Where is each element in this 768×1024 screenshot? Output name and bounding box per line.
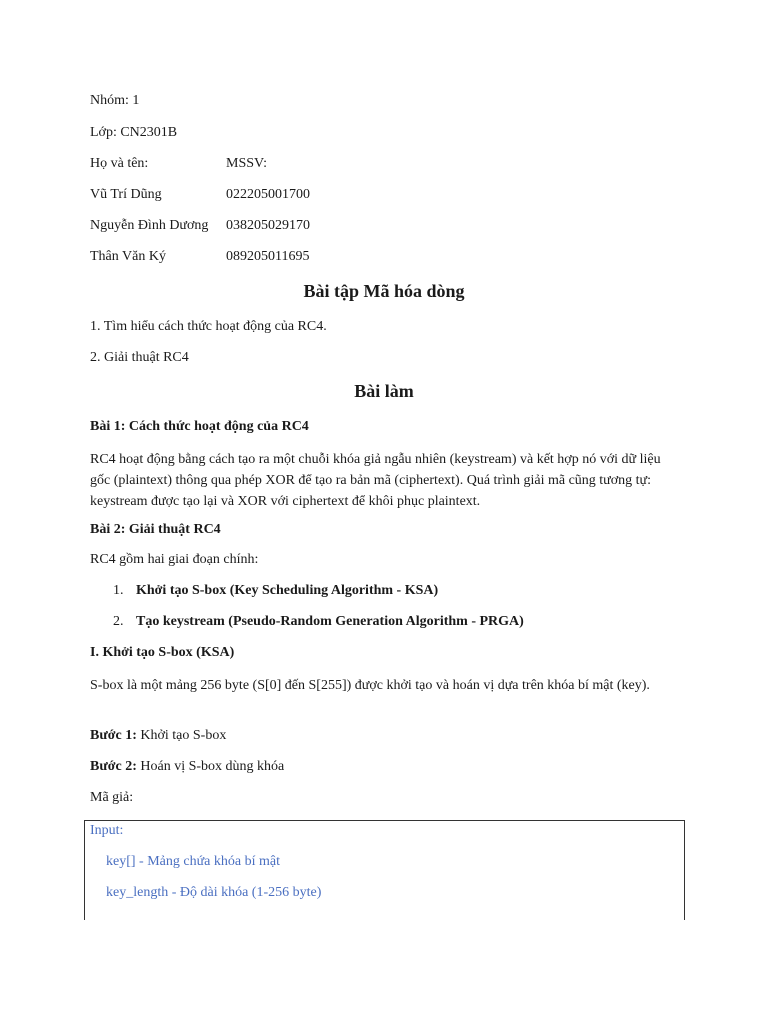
phase-text: Khởi tạo S-box (Key Scheduling Algorithm - KSA) xyxy=(136,583,439,598)
phase-text: Tạo keystream (Pseudo-Random Generation Algorithm - PRGA) xyxy=(136,614,524,629)
member-name: Thân Văn Ký xyxy=(90,249,166,264)
step-1-label: Bước 1: xyxy=(90,728,137,743)
ksa-paragraph: S-box là một mảng 256 byte (S[0] đến S[255]) được khởi tạo và hoán vị dựa trên khóa bí mật (key). xyxy=(90,678,650,693)
member-id: 089205011695 xyxy=(226,249,310,264)
bai2-intro: RC4 gồm hai giai đoạn chính: xyxy=(90,552,259,567)
group-line: Nhóm: 1 xyxy=(90,93,140,108)
student-id-label: MSSV: xyxy=(226,156,267,171)
phase-number: 1. xyxy=(113,583,124,598)
step-1 xyxy=(90,727,226,745)
member-id: 038205029170 xyxy=(226,218,310,233)
task-item: 2. Giải thuật RC4 xyxy=(90,350,189,365)
pseudocode-label: Mã giả: xyxy=(90,790,134,805)
bai2-heading: Bài 2: Giải thuật RC4 xyxy=(90,522,221,537)
code-line: key[] - Mảng chứa khóa bí mật xyxy=(106,854,280,869)
assignment-title: Bài tập Mã hóa dòng xyxy=(303,281,465,301)
task-item: 1. Tìm hiểu cách thức hoạt động của RC4. xyxy=(90,319,327,334)
code-line: Input: xyxy=(90,823,124,838)
ksa-heading: I. Khởi tạo S-box (KSA) xyxy=(90,645,235,660)
phase-number: 2. xyxy=(113,614,124,629)
bai1-heading: Bài 1: Cách thức hoạt động của RC4 xyxy=(90,419,309,434)
member-name: Nguyễn Đình Dương xyxy=(90,218,209,233)
solution-title: Bài làm xyxy=(354,381,414,401)
class-line: Lớp: CN2301B xyxy=(90,125,178,140)
step-2-label: Bước 2: xyxy=(90,759,137,774)
member-name: Vũ Trí Dũng xyxy=(90,187,162,202)
step-1-text: Khởi tạo S-box xyxy=(136,728,227,743)
step-2-text: Hoán vị S-box dùng khóa xyxy=(136,759,285,774)
code-line: key_length - Độ dài khóa (1-256 byte) xyxy=(106,885,322,900)
member-id: 022205001700 xyxy=(226,187,310,202)
step-2 xyxy=(90,758,284,776)
name-label: Họ và tên: xyxy=(90,156,149,171)
bai1-paragraph: RC4 hoạt động bằng cách tạo ra một chuỗi khóa giả ngẫu nhiên (keystream) và kết hợp nó với dữ liệu gốc (plaintext) thông qua phép XOR để tạo ra bản mã (ciphertext). Quá trình giải mã cũng tương tự: keystream được tạo lại và XOR với ciphertext để khôi phục plaintext. xyxy=(90,452,661,509)
